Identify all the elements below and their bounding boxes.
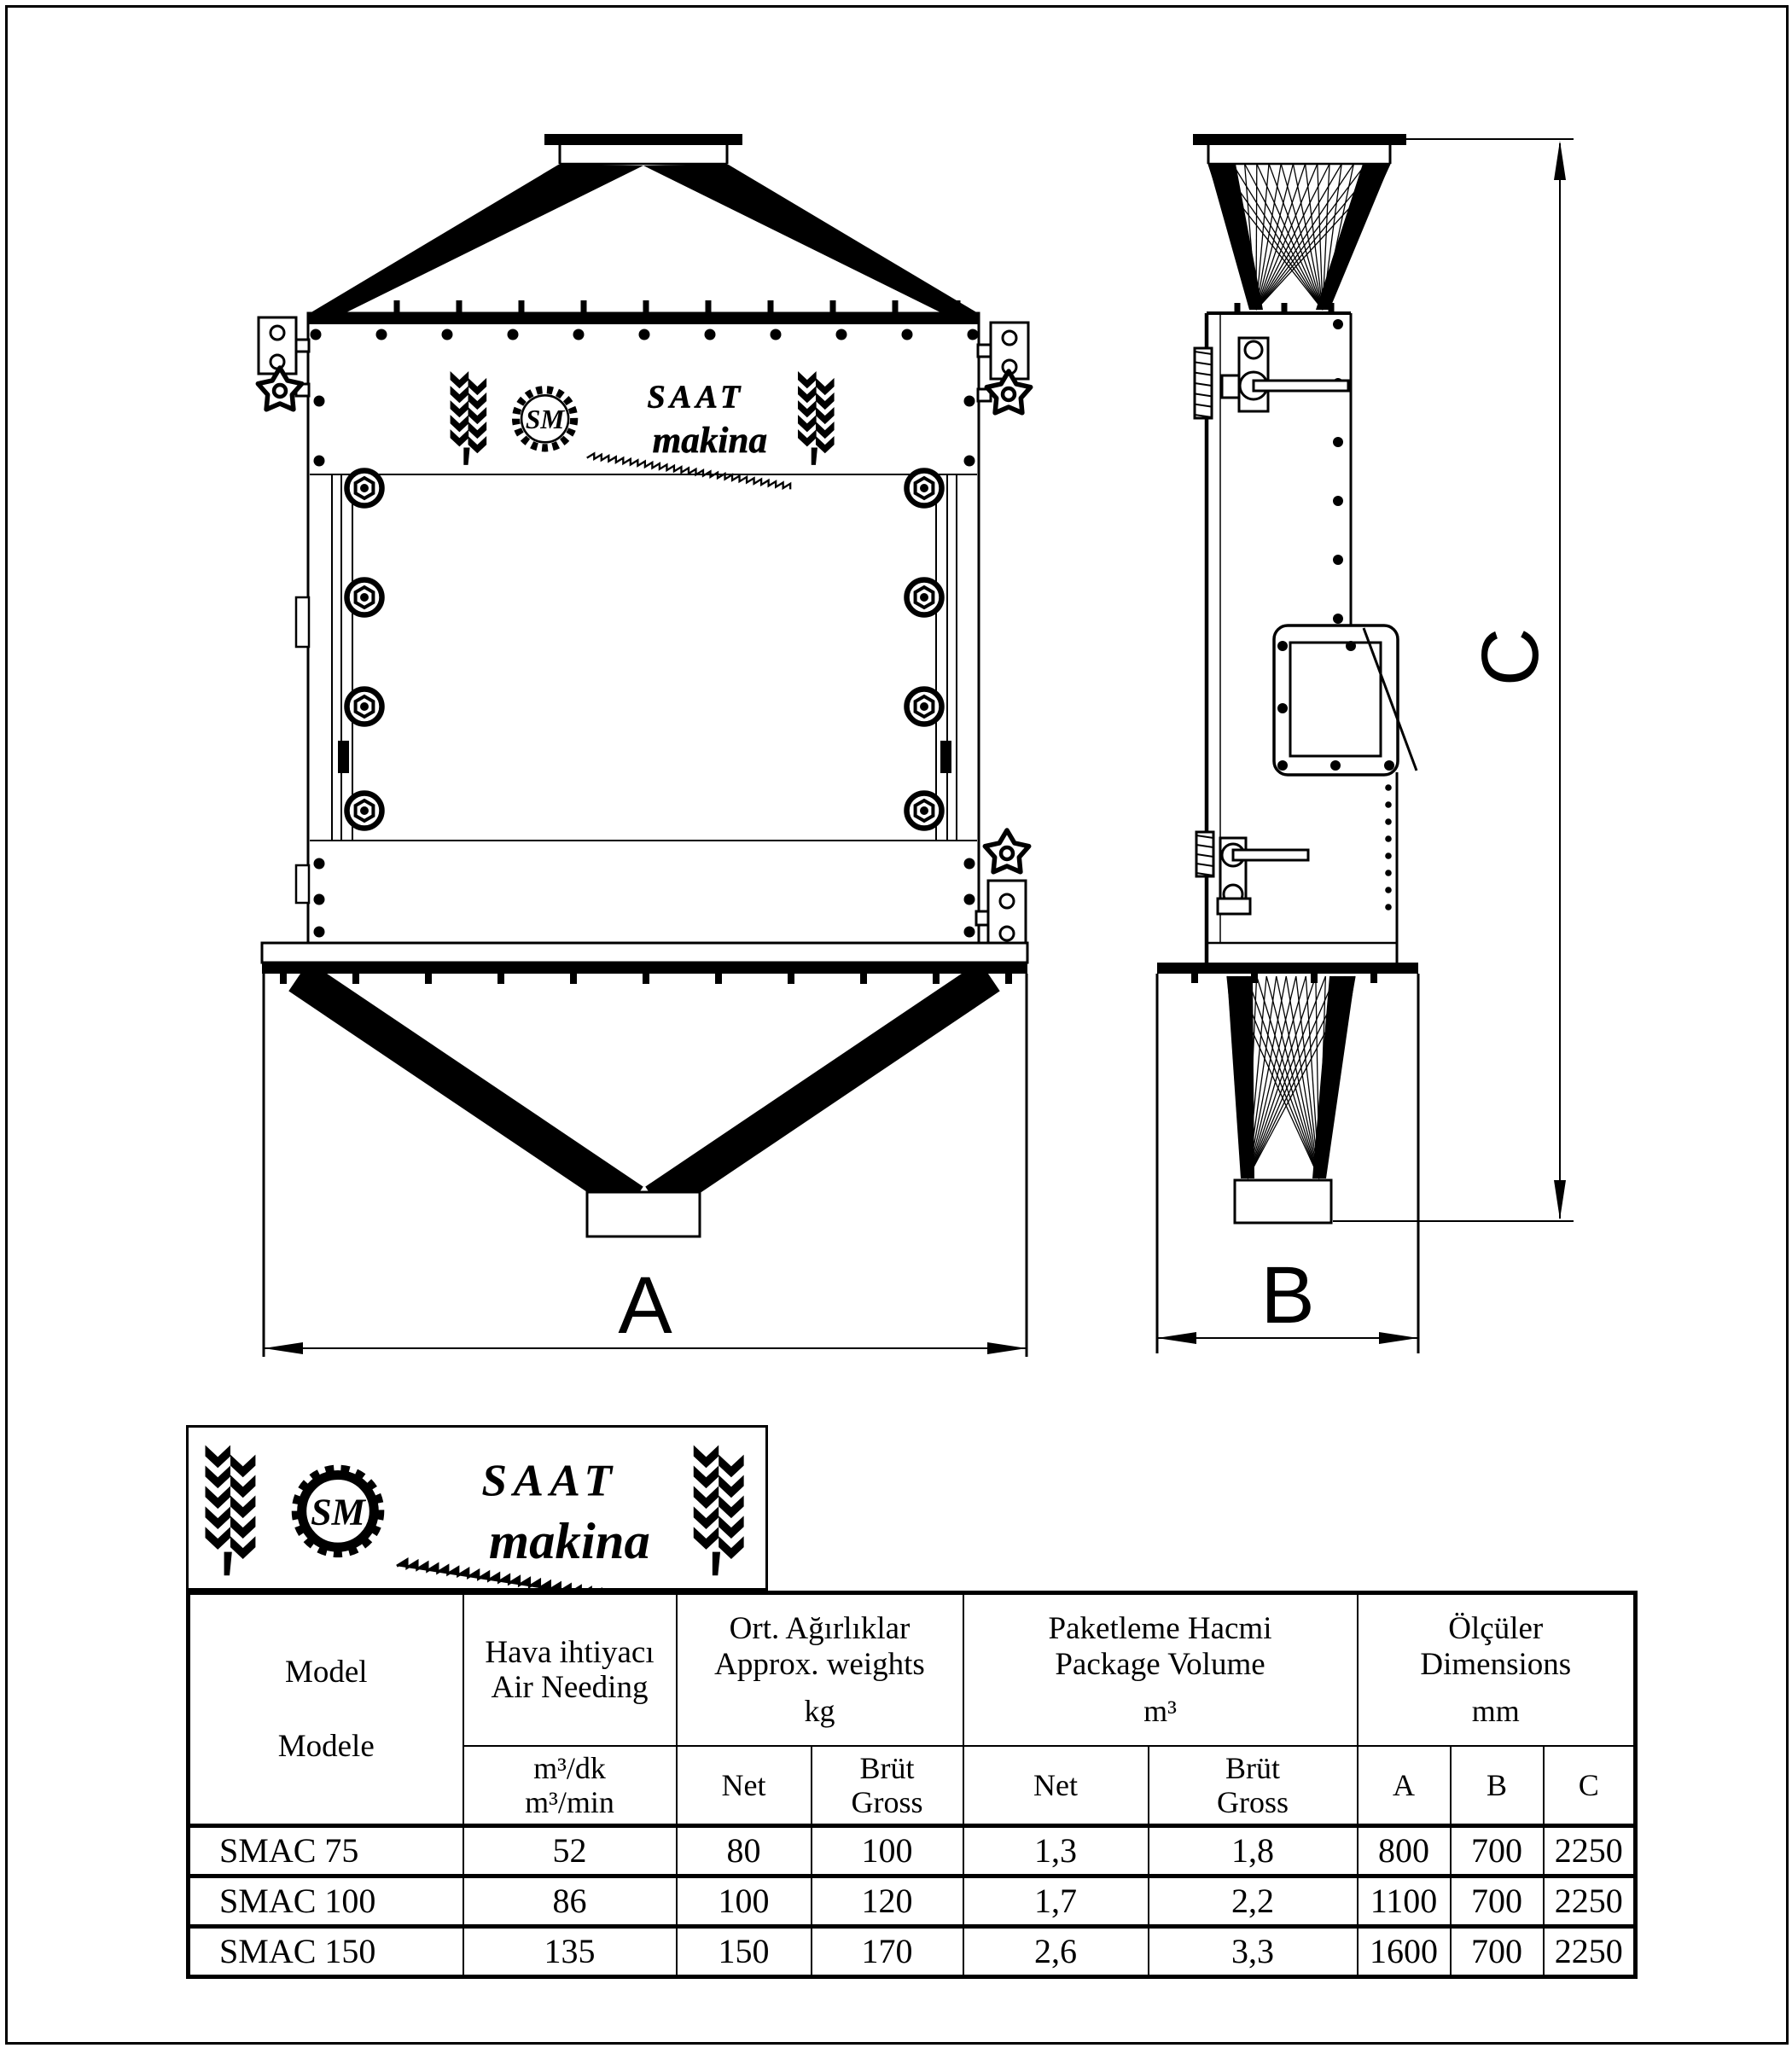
cell-air: 86 [463,1876,677,1927]
subheader-dim-c: C [1544,1746,1636,1826]
side-inlet-flange [1193,134,1406,145]
cell-volume-gross: 1,8 [1149,1826,1358,1876]
cell-volume-gross: 2,2 [1149,1876,1358,1927]
subheader-air-unit [463,1746,677,1826]
dimension-a-label: A [618,1260,672,1351]
header-dimensions [1358,1593,1636,1747]
cell-weight-net: 150 [677,1927,812,1977]
spacer [190,1690,463,1729]
cell-weight-net: 100 [677,1876,812,1927]
subheader-dim-b: B [1451,1746,1544,1826]
header-air-line2: Air Needing [491,1670,649,1705]
table-row-smac-150 [189,1927,1636,1977]
cell-weight-gross: 100 [812,1826,963,1876]
header-air-line1: Hava ihtiyacı [485,1634,655,1670]
subheader-gross1-line1: Brüt [859,1750,915,1785]
subheader-weight-net: Net [677,1746,812,1826]
header-volume-line2: Package Volume [1055,1646,1265,1682]
cell-dim-c: 2250 [1544,1826,1636,1876]
subheader-air-line2: m³/min [525,1785,614,1819]
side-view [1157,134,1574,1353]
cell-dim-c: 2250 [1544,1927,1636,1977]
cell-volume-gross: 3,3 [1149,1927,1358,1977]
cell-dim-c: 2250 [1544,1876,1636,1927]
cell-air: 52 [463,1826,677,1876]
header-weights-line2: Approx. weights [714,1646,925,1682]
cell-volume-net: 2,6 [963,1927,1149,1977]
bolt-ticks [332,300,961,313]
cell-dim-a: 800 [1358,1826,1451,1876]
front-hood [643,164,978,313]
header-model-line1: Model [284,1654,368,1690]
dimension-b-label: B [1260,1250,1315,1341]
subheader-gross2-line1: Brüt [1225,1750,1281,1785]
subheader-gross2-line2: Gross [1217,1785,1289,1819]
cell-weight-gross: 170 [812,1927,963,1977]
bolt-ticks [280,972,1012,984]
logo-box-svg [189,1428,765,1588]
dimension-c-label: C [1465,627,1556,687]
dimension-b [1157,1250,1418,1344]
subheader-volume-gross [1149,1746,1358,1826]
header-air [463,1593,677,1747]
rivet-dots [1385,784,1392,911]
subheader-air-line1: m³/dk [533,1750,606,1785]
cell-model: SMAC 100 [189,1876,463,1927]
front-hopper [299,976,990,1236]
spec-table [186,1591,1638,1979]
logo-box [186,1425,768,1591]
header-volume-line1: Paketleme Hacmi [1048,1611,1272,1647]
header-dims-unit: mm [1471,1694,1520,1729]
cell-dim-b: 700 [1451,1826,1544,1876]
cell-dim-b: 700 [1451,1876,1544,1927]
cell-dim-b: 700 [1451,1927,1544,1977]
cell-model: SMAC 75 [189,1826,463,1876]
header-model-line2: Modele [277,1729,375,1764]
header-weights [677,1593,963,1747]
subheader-gross1-line2: Gross [851,1785,923,1819]
header-volume [963,1593,1358,1747]
rail-latch [338,741,349,773]
rivet-dots [1333,319,1343,624]
cell-volume-net: 1,3 [963,1826,1149,1876]
cell-volume-net: 1,7 [963,1876,1149,1927]
subheader-volume-net: Net [963,1746,1149,1826]
header-volume-unit: m³ [1143,1694,1177,1729]
dimension-a [264,1260,1027,1354]
front-inlet-flange [544,134,742,145]
header-model [189,1593,463,1826]
front-view [258,134,1030,1357]
rail-latch [940,741,951,773]
cell-dim-a: 1600 [1358,1927,1451,1977]
cell-weight-gross: 120 [812,1876,963,1927]
subheader-weight-gross [812,1746,963,1826]
header-dims-line2: Dimensions [1420,1646,1572,1682]
cell-air: 135 [463,1927,677,1977]
side-outlet [1235,1180,1331,1223]
cell-dim-a: 1100 [1358,1876,1451,1927]
subheader-dim-a: A [1358,1746,1451,1826]
front-outlet [587,1192,700,1236]
table-row-smac-100 [189,1876,1636,1927]
front-hood [310,164,643,313]
header-weights-line1: Ort. Ağırlıklar [729,1611,911,1647]
cell-weight-net: 80 [677,1826,812,1876]
side-outlet-flange [1274,625,1417,775]
header-dims-line1: Ölçüler [1448,1611,1544,1647]
technical-drawing: SM SAAT makina A B C [0,0,1792,2048]
table-row-smac-75 [189,1826,1636,1876]
header-weights-unit: kg [804,1694,835,1729]
cell-model: SMAC 150 [189,1927,463,1977]
front-body [308,313,979,943]
